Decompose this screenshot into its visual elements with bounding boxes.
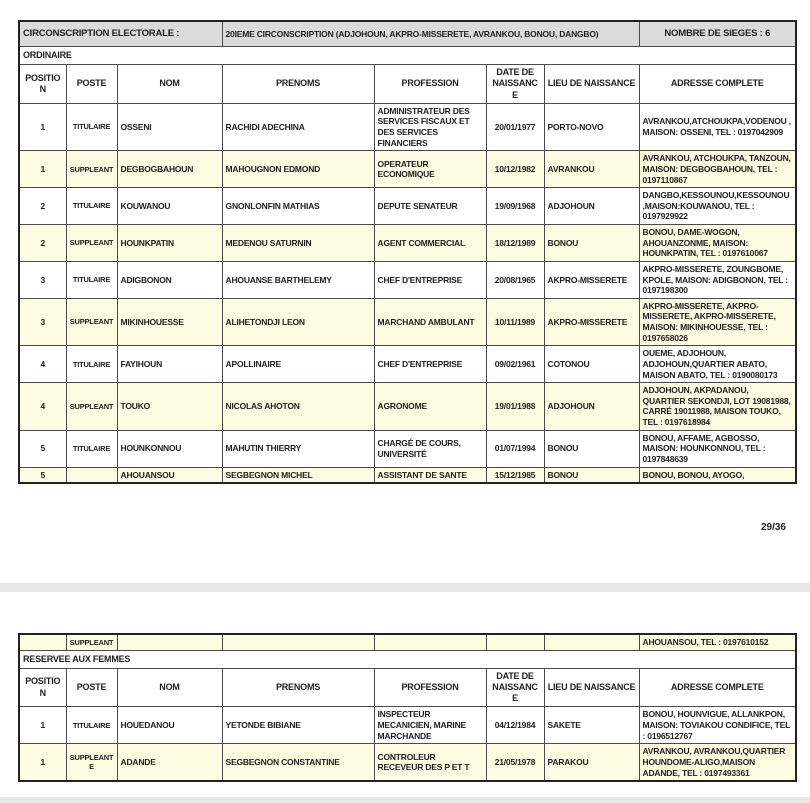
cell-poste xyxy=(66,467,117,483)
cell-position: 3 xyxy=(19,298,66,346)
cell-position: 4 xyxy=(19,383,66,431)
column-header-position: POSITION xyxy=(19,668,66,707)
cell-position: 5 xyxy=(19,467,66,483)
column-header-prenoms: PRENOMS xyxy=(222,668,374,707)
cell-lieu: PORTO-NOVO xyxy=(544,103,639,151)
cell-nom: FAYIHOUN xyxy=(117,346,222,383)
cell-position: 2 xyxy=(19,188,66,225)
cell-profession: CHARGÉ DE COURS, UNIVERSITÉ xyxy=(374,430,486,467)
cell-position: 5 xyxy=(19,430,66,467)
cell-nom: ADANDE xyxy=(117,744,222,781)
cell-adresse: BONOU, BONOU, AYOGO, xyxy=(639,467,796,483)
cell-adresse: AKPRO-MISSERETE, AKPRO-MISSERETE, AKPRO-MISSERETE, MAISON: MIKINHOUESSE, TEL : 0197658026 xyxy=(639,298,796,346)
cell-prenoms: RACHIDI ADECHINA xyxy=(222,103,374,151)
cell-lieu: ADJOHOUN xyxy=(544,383,639,431)
cell-position xyxy=(19,634,66,650)
cell-prenoms: AHOUANSE BARTHELEMY xyxy=(222,261,374,298)
table-row xyxy=(19,188,796,225)
cell-poste: TITULAIRE xyxy=(66,346,117,383)
cell-lieu: PARAKOU xyxy=(544,744,639,781)
cell-prenoms: MAHOUGNON EDMOND xyxy=(222,151,374,188)
continuation-rows xyxy=(19,634,796,650)
cell-date: 19/01/1988 xyxy=(486,383,544,431)
cell-lieu: SAKETE xyxy=(544,707,639,744)
section-row-reservee xyxy=(19,650,796,668)
cell-date: 21/05/1978 xyxy=(486,744,544,781)
table-row xyxy=(19,346,796,383)
cell-lieu: BONOU xyxy=(544,467,639,483)
cell-lieu: BONOU xyxy=(544,225,639,262)
cell-date: 01/07/1994 xyxy=(486,430,544,467)
cell-profession: DEPUTE SENATEUR xyxy=(374,188,486,225)
cell-nom: ADIGBONON xyxy=(117,261,222,298)
cell-adresse: BONOU, DAME-WOGON, AHOUANZONME, MAISON: HOUNKPATIN, TEL : 0197610067 xyxy=(639,225,796,262)
cell-poste: SUPPLEANT xyxy=(66,225,117,262)
cell-nom: TOUKO xyxy=(117,383,222,431)
next-page-edge-gap xyxy=(0,797,810,803)
column-header-profession: PROFESSION xyxy=(374,65,486,104)
cell-poste: TITULAIRE xyxy=(66,188,117,225)
cell-lieu xyxy=(544,634,639,650)
cell-date: 04/12/1984 xyxy=(486,707,544,744)
document-header-row xyxy=(19,21,796,47)
cell-lieu: AVRANKOU xyxy=(544,151,639,188)
column-header-date-naissance: DATE DE NAISSANCE xyxy=(486,668,544,707)
cell-date: 10/12/1982 xyxy=(486,151,544,188)
cell-lieu: COTONOU xyxy=(544,346,639,383)
ordinaire-candidates-table xyxy=(18,20,797,484)
cell-lieu: BONOU xyxy=(544,430,639,467)
page-break-gap xyxy=(0,583,810,592)
table-row xyxy=(19,467,796,483)
cell-nom xyxy=(117,634,222,650)
cell-nom: HOUNKPATIN xyxy=(117,225,222,262)
cell-profession: INSPECTEUR MECANICIEN, MARINE MARCHANDE xyxy=(374,707,486,744)
table-row xyxy=(19,383,796,431)
cell-profession: CONTROLEUR RECEVEUR DES P ET T xyxy=(374,744,486,781)
table-row xyxy=(19,298,796,346)
cell-date: 09/02/1961 xyxy=(486,346,544,383)
cell-profession xyxy=(374,634,486,650)
cell-nom: OSSENI xyxy=(117,103,222,151)
cell-prenoms: YETONDE BIBIANE xyxy=(222,707,374,744)
cell-poste: TITULAIRE xyxy=(66,103,117,151)
cell-profession: CHEF D'ENTREPRISE xyxy=(374,346,486,383)
cell-poste: TITULAIRE xyxy=(66,707,117,744)
column-header-lieu-naissance: LIEU DE NAISSANCE xyxy=(544,65,639,104)
cell-date: 19/09/1968 xyxy=(486,188,544,225)
column-header-prenoms: PRENOMS xyxy=(222,65,374,104)
circonscription-value: 20IEME CIRCONSCRIPTION (ADJOHOUN, AKPRO-MISSERETE, AVRANKOU, BONOU, DANGBO) xyxy=(222,21,639,47)
cell-adresse: ADJOHOUN, AKPADANOU, QUARTIER SEKONDJI, LOT 19081988, CARRÉ 19011988, MAISON TOUKO, TEL : 0197618984 xyxy=(639,383,796,431)
column-header-row xyxy=(19,668,796,707)
cell-position: 1 xyxy=(19,103,66,151)
table-row xyxy=(19,707,796,744)
cell-prenoms: SEGBEGNON MICHEL xyxy=(222,467,374,483)
column-header-profession: PROFESSION xyxy=(374,668,486,707)
cell-date: 20/01/1977 xyxy=(486,103,544,151)
cell-adresse: DANGBO,KESSOUNOU,KESSOUNOU ,MAISON:KOUWANOU, TEL : 0197929922 xyxy=(639,188,796,225)
cell-nom: DEGBOGBAHOUN xyxy=(117,151,222,188)
cell-position: 2 xyxy=(19,225,66,262)
cell-adresse: BONOU, AFFAME, AGBOSSO, MAISON: HOUNKONNOU, TEL : 0197848639 xyxy=(639,430,796,467)
cell-prenoms: ALIHETONDJI LEON xyxy=(222,298,374,346)
column-header-nom: NOM xyxy=(117,65,222,104)
cell-profession: ADMINISTRATEUR DES SERVICES FISCAUX ET DES SERVICES FINANCIERS xyxy=(374,103,486,151)
cell-nom: MIKINHOUESSE xyxy=(117,298,222,346)
cell-adresse: AVRANKOU, AVRANKOU,QUARTIER HOUNDOME-ALIGO,MAISON ADANDE, TEL : 0197493361 xyxy=(639,744,796,781)
table-row xyxy=(19,744,796,781)
cell-adresse: AHOUANSOU, TEL : 0197610152 xyxy=(639,634,796,650)
column-header-poste: POSTE xyxy=(66,65,117,104)
cell-poste: SUPPLEANT xyxy=(66,634,117,650)
cell-date: 10/11/1989 xyxy=(486,298,544,346)
cell-poste: SUPPLEANT xyxy=(66,383,117,431)
column-header-nom: NOM xyxy=(117,668,222,707)
cell-lieu: ADJOHOUN xyxy=(544,188,639,225)
cell-date: 18/12/1989 xyxy=(486,225,544,262)
cell-date xyxy=(486,634,544,650)
cell-position: 1 xyxy=(19,151,66,188)
section-row-ordinaire xyxy=(19,47,796,65)
section-title-ordinaire: ORDINAIRE xyxy=(19,47,796,65)
cell-profession: AGRONOME xyxy=(374,383,486,431)
cell-poste: TITULAIRE xyxy=(66,430,117,467)
column-header-date-naissance: DATE DE NAISSANCE xyxy=(486,65,544,104)
cell-date: 20/08/1965 xyxy=(486,261,544,298)
cell-profession: OPERATEUR ECONOMIQUE xyxy=(374,151,486,188)
cell-position: 3 xyxy=(19,261,66,298)
cell-nom: KOUWANOU xyxy=(117,188,222,225)
cell-poste: SUPPLEANT xyxy=(66,151,117,188)
column-header-position: POSITION xyxy=(19,65,66,104)
cell-prenoms: GNONLONFIN MATHIAS xyxy=(222,188,374,225)
cell-nom: HOUNKONNOU xyxy=(117,430,222,467)
cell-poste: SUPPLEANT xyxy=(66,298,117,346)
cell-prenoms: MEDENOU SATURNIN xyxy=(222,225,374,262)
cell-adresse: AVRANKOU,ATCHOUKPA,VODENOU , MAISON: OSSENI, TEL : 0197042909 xyxy=(639,103,796,151)
cell-lieu: AKPRO-MISSERETE xyxy=(544,261,639,298)
column-header-adresse: ADRESSE COMPLETE xyxy=(639,65,796,104)
column-header-adresse: ADRESSE COMPLETE xyxy=(639,668,796,707)
column-header-lieu-naissance: LIEU DE NAISSANCE xyxy=(544,668,639,707)
column-header-poste: POSTE xyxy=(66,668,117,707)
cell-poste: SUPPLEANTE xyxy=(66,744,117,781)
table-row xyxy=(19,261,796,298)
page-number: 29/36 xyxy=(760,522,786,533)
cell-lieu: AKPRO-MISSERETE xyxy=(544,298,639,346)
cell-position: 1 xyxy=(19,707,66,744)
reservee-rows xyxy=(19,707,796,781)
table-row xyxy=(19,430,796,467)
table-row xyxy=(19,103,796,151)
cell-profession: MARCHAND AMBULANT xyxy=(374,298,486,346)
cell-profession: CHEF D'ENTREPRISE xyxy=(374,261,486,298)
table-row xyxy=(19,151,796,188)
column-header-row xyxy=(19,65,796,104)
cell-profession: AGENT COMMERCIAL xyxy=(374,225,486,262)
cell-profession: ASSISTANT DE SANTE xyxy=(374,467,486,483)
cell-position: 4 xyxy=(19,346,66,383)
ordinaire-rows xyxy=(19,103,796,483)
seats-count-label: NOMBRE DE SIEGES : 6 xyxy=(639,21,796,47)
table-row xyxy=(19,225,796,262)
cell-adresse: AKPRO-MISSERETE, ZOUNGBOME, KPOLE, MAISON: ADIGBONON, TEL : 0197198300 xyxy=(639,261,796,298)
cell-date: 15/12/1985 xyxy=(486,467,544,483)
cell-poste: TITULAIRE xyxy=(66,261,117,298)
circonscription-label: CIRCONSCRIPTION ELECTORALE : xyxy=(19,21,222,47)
cell-prenoms: MAHUTIN THIERRY xyxy=(222,430,374,467)
table-row xyxy=(19,634,796,650)
cell-prenoms xyxy=(222,634,374,650)
reservee-femmes-table xyxy=(18,633,797,782)
cell-prenoms: SEGBEGNON CONSTANTINE xyxy=(222,744,374,781)
cell-adresse: OUEME, ADJOHOUN, ADJOHOUN,QUARTIER ABATO, MAISON ABATO, TEL : 0190080173 xyxy=(639,346,796,383)
cell-prenoms: NICOLAS AHOTON xyxy=(222,383,374,431)
section-title-reservee-aux-femmes: RESERVEE AUX FEMMES xyxy=(19,650,796,668)
cell-prenoms: APOLLINAIRE xyxy=(222,346,374,383)
cell-adresse: AVRANKOU, ATCHOUKPA, TANZOUN, MAISON: DEGBOGBAHOUN, TEL : 0197110867 xyxy=(639,151,796,188)
cell-adresse: BONOU, HOUNVIGUE, ALLANKPON, MAISON: TOVIAKOU CONDIFICE, TEL : 0196512767 xyxy=(639,707,796,744)
cell-nom: HOUEDANOU xyxy=(117,707,222,744)
cell-nom: AHOUANSOU xyxy=(117,467,222,483)
cell-position: 1 xyxy=(19,744,66,781)
